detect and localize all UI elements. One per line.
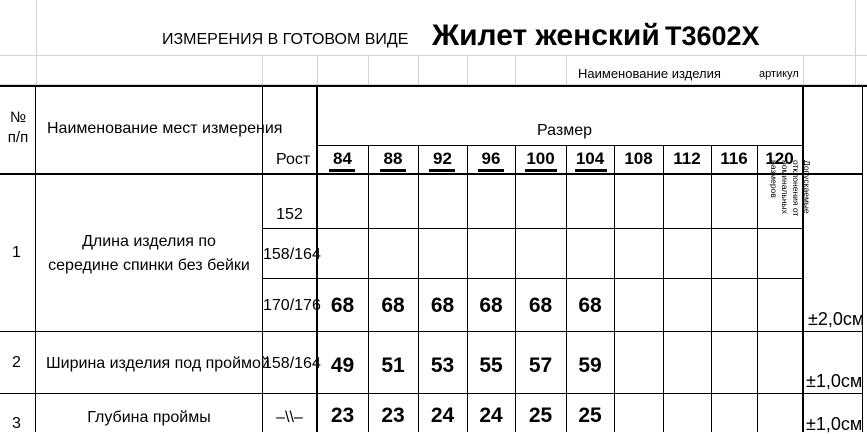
row-3-value: 25 [528, 404, 553, 427]
row-1-height-158-164: 158/164 [263, 246, 321, 263]
size-88: 88 [383, 149, 403, 168]
row-2-value: 51 [381, 354, 405, 377]
row-2-place: Ширина изделия под проймой [46, 355, 270, 372]
gridline [418, 55, 419, 84]
row-2-tolerance: ±1,0см [806, 371, 863, 391]
size-underline [478, 169, 504, 172]
gridline [368, 55, 369, 84]
row-1-place: Длина изделия по середине спинки без бейки [48, 233, 250, 274]
row-3-place: Глубина проймы [87, 409, 211, 426]
col-height-header: Рост [276, 151, 311, 168]
row-1-value: 68 [330, 294, 355, 317]
size-column-line [515, 145, 516, 432]
row-3-value: 23 [330, 404, 355, 427]
row-3-value: 23 [381, 404, 405, 427]
row-2-value: 57 [528, 354, 553, 377]
size-column-line [663, 145, 664, 432]
size-underline [380, 169, 406, 172]
row-line [0, 393, 862, 394]
row-2-value: 59 [578, 354, 602, 377]
gridline [0, 55, 867, 56]
size-112: 112 [673, 149, 701, 168]
col-no-header: № п/п [7, 109, 29, 146]
row-3-value: 24 [430, 404, 455, 427]
row-2-value: 49 [330, 354, 355, 377]
row-2-no: 2 [12, 354, 21, 371]
row-1-tolerance: ±2,0см [808, 309, 865, 329]
gridline [467, 55, 468, 84]
size-104: 104 [575, 149, 605, 168]
size-underline [575, 169, 607, 172]
row-2-height: 158/164 [263, 355, 321, 372]
row-3-tolerance: ±1,0см [806, 414, 863, 434]
size-underline [329, 169, 355, 172]
row-2-value: 53 [430, 354, 455, 377]
row-1-height-170-176: 170/176 [263, 297, 321, 314]
row-1-no: 1 [12, 244, 21, 261]
row-1-value: 68 [430, 294, 455, 317]
size-96: 96 [481, 149, 501, 168]
gridline [262, 55, 263, 84]
size-108: 108 [624, 149, 653, 168]
product-name-label: Наименование изделия [578, 66, 721, 81]
article-code: Т3602Х [665, 21, 760, 51]
col-size-header: Размер [537, 122, 592, 139]
column-line [802, 86, 804, 432]
row-line [317, 145, 802, 146]
size-column-line [614, 145, 615, 432]
size-column-line [711, 145, 712, 432]
size-92: 92 [433, 149, 452, 168]
size-120: 120 [765, 149, 794, 168]
size-underline [525, 169, 557, 172]
size-116: 116 [720, 149, 748, 168]
measurements-label: ИЗМЕРЕНИЯ В ГОТОВОМ ВИДЕ [162, 31, 409, 48]
row-3-value: 24 [479, 404, 503, 427]
gridline [566, 55, 567, 84]
gridline [803, 55, 804, 84]
size-column-line [757, 145, 758, 432]
gridline [855, 0, 856, 84]
row-1-value: 68 [479, 294, 503, 317]
row-3-value: 25 [578, 404, 602, 427]
row-1-value: 68 [381, 294, 405, 317]
gridline [515, 55, 516, 84]
row-3-no: 3 [12, 415, 21, 432]
row-line [262, 228, 802, 229]
size-column-line [418, 145, 419, 432]
row-2-value: 55 [479, 354, 503, 377]
row-1-value: 68 [578, 294, 602, 317]
row-line [0, 173, 862, 175]
size-column-line [566, 145, 567, 432]
row-line [262, 278, 802, 279]
row-1-value: 68 [528, 294, 553, 317]
product-title: Жилет женский [432, 19, 660, 52]
column-line [35, 86, 36, 432]
row-1-height-152: 152 [276, 206, 303, 223]
row-3-height: –\\– [276, 409, 303, 426]
size-84: 84 [333, 149, 352, 168]
size-underline [429, 169, 455, 172]
gridline [36, 0, 37, 84]
article-label: артикул [759, 68, 799, 80]
col-tolerance-header: Допускаемые отклонения от номинальных размеров [769, 160, 812, 217]
size-column-line [467, 145, 468, 432]
size-100: 100 [526, 149, 555, 168]
size-column-line [368, 145, 369, 432]
row-line [0, 331, 862, 332]
col-place-header: Наименование мест измерения [47, 120, 283, 137]
gridline [317, 55, 318, 84]
